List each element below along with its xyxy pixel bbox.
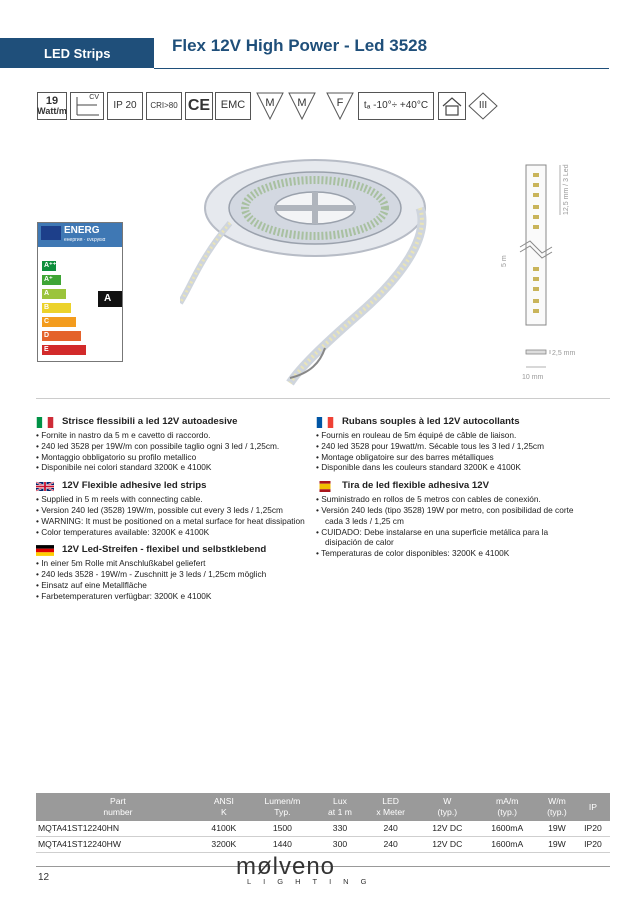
wattage-value: 19: [45, 94, 59, 107]
spain-flag-icon: [316, 481, 334, 492]
section-spanish-heading: [316, 480, 586, 492]
energy-class-bar: A⁺⁺: [44, 262, 57, 269]
led-strip-reel-image: [180, 128, 500, 388]
description-column-right: [316, 416, 586, 566]
energy-class-bar: E: [42, 345, 86, 355]
col-header-ip: IP: [576, 793, 610, 821]
list-item: • Temperaturas de color disponibles: 3200K e 4100K: [316, 548, 586, 559]
cell-lumen: 1500: [248, 821, 317, 837]
section-french-title: Rubans souples à led 12V autocollants: [342, 416, 520, 427]
energy-label: [37, 222, 123, 362]
f-letter: F: [336, 97, 344, 109]
product-table: [36, 793, 610, 853]
section-italian-title: Strisce flessibili a led 12V autoadesive: [62, 416, 238, 427]
list-item: • Disponible dans les couleurs standard 3200K e 4100K: [316, 462, 586, 473]
list-item: • Einsatz auf eine Metallfläche: [36, 580, 306, 591]
list-item: • Color temperatures available: 3200K e 4100K: [36, 527, 306, 538]
cell-lumen: 1440: [248, 837, 317, 853]
col-header-wm: W/m (typ.): [538, 793, 576, 821]
list-item: • 240 led 3528 per 19W/m con possibile taglio ogni 3 led / 1,25cm.: [36, 441, 306, 452]
list-item: • Montaggio obbligatorio su profilo metallico: [36, 452, 306, 463]
table-header-row: [36, 793, 610, 821]
list-item: • 240 leds 3528 - 19W/m - Zuschnitt je 3 leds / 1,25cm möglich: [36, 569, 306, 580]
mm-triangle-icon: [288, 92, 316, 120]
dimension-diagram: [500, 155, 610, 385]
list-item: • Disponibile nei colori standard 3200K e 4100K: [36, 462, 306, 473]
section-italian-list: [36, 430, 306, 473]
cell-led: 240: [363, 821, 418, 837]
thickness-label: 2,5 mm: [552, 350, 576, 357]
cell-part: MQTA41ST12240HN: [36, 821, 200, 837]
list-item: • 240 led 3528 pour 19watt/m. Sécable tous les 3 led / 1,25cm: [316, 441, 586, 452]
energy-class-bar: C: [42, 317, 76, 327]
cell-ma: 1600mA: [476, 821, 538, 837]
f-triangle-icon: [326, 92, 354, 120]
cell-lux: 300: [317, 837, 363, 853]
cell-w: 12V DC: [418, 837, 476, 853]
energy-subtitle: енергия · ενεργεια: [64, 237, 106, 243]
list-item: • Suministrado en rollos de 5 metros con cables de conexión.: [316, 494, 586, 505]
cell-w: 12V DC: [418, 821, 476, 837]
ce-mark-icon: CE: [185, 92, 213, 120]
category-tab: LED Strips: [0, 38, 154, 68]
col-header-led: LED x Meter: [363, 793, 418, 821]
table-row: [36, 837, 610, 853]
uk-flag-icon: [36, 481, 54, 492]
m-letter: M: [265, 97, 275, 109]
list-item: • Version 240 led (3528) 19W/m, possible cut every 3 leds / 1,25cm: [36, 505, 306, 516]
list-item: • WARNING: It must be positioned on a metal surface for heat dissipation: [36, 516, 306, 527]
list-item: • Fornite in nastro da 5 m e cavetto di raccordo.: [36, 430, 306, 441]
cell-led: 240: [363, 837, 418, 853]
list-item: • Versión 240 leds (tipo 3528) 19W por metro, con posibilidad de corte cada 3 leds / 1,25 cm: [316, 505, 586, 527]
list-item: • Supplied in 5 m reels with connecting cable.: [36, 494, 306, 505]
section-german-title: 12V Led-Streifen - flexibel und selbstklebend: [62, 544, 267, 556]
class-iii-icon: [468, 92, 498, 120]
cell-ansi: 4100K: [200, 821, 248, 837]
page-number: 12: [38, 872, 50, 883]
eu-flag-icon: [41, 226, 61, 240]
france-flag-icon: [316, 417, 334, 428]
list-item: • In einer 5m Rolle mit Anschlußkabel geliefert: [36, 558, 306, 569]
width-label: 10 mm: [522, 374, 544, 381]
emc-icon: EMC: [215, 92, 251, 120]
cell-ip: IP20: [576, 821, 610, 837]
italy-flag-icon: [36, 417, 54, 428]
wattage-unit: Watt/m: [37, 106, 67, 117]
temperature-range-icon: tₐ -10°÷ +40°C: [358, 92, 434, 120]
energy-class-rating: A: [98, 291, 122, 307]
section-english-list: [36, 494, 306, 537]
section-spanish-list: [316, 494, 586, 559]
col-header-ansi: ANSI K: [200, 793, 248, 821]
energy-label-header: [38, 223, 122, 247]
m-triangle-icon: [256, 92, 284, 120]
length-label: 5 m: [501, 255, 508, 267]
section-italian-heading: [36, 416, 306, 428]
section-english-heading: [36, 480, 306, 492]
col-header-part: Part number: [36, 793, 200, 821]
cell-ip: IP20: [576, 837, 610, 853]
col-header-w: W (typ.): [418, 793, 476, 821]
cell-lux: 330: [317, 821, 363, 837]
list-item: • Fournis en rouleau de 5m équipé de câble de liaison.: [316, 430, 586, 441]
indoor-use-icon: [438, 92, 466, 120]
germany-flag-icon: [36, 545, 54, 556]
energy-word: ENERG: [64, 225, 100, 236]
section-german-list: [36, 558, 306, 601]
cell-wm: 19W: [538, 821, 576, 837]
list-item: • CUIDADO: Debe instalarse en una superficie metálica para la disipación de calor: [316, 527, 586, 549]
cri-icon: CRI>80: [146, 92, 182, 120]
section-german-heading: [36, 544, 306, 556]
class-label: III: [478, 99, 488, 111]
cell-wm: 19W: [538, 837, 576, 853]
energy-class-bar: A⁺: [42, 275, 61, 285]
constant-voltage-icon: [70, 92, 104, 120]
cell-part: MQTA41ST12240HW: [36, 837, 200, 853]
cv-label: CV: [89, 94, 99, 101]
section-divider: [36, 398, 610, 399]
description-column-left: [36, 416, 306, 609]
title-divider: [154, 68, 609, 69]
section-spanish-title: Tira de led flexible adhesiva 12V: [342, 480, 489, 492]
cut-dimension-label: 12,5 mm / 3 Led: [563, 164, 570, 215]
page-title: Flex 12V High Power - Led 3528: [172, 36, 428, 55]
m-letter: M: [297, 97, 307, 109]
list-item: • Farbetemperaturen verfügbar: 3200K e 4100K: [36, 591, 306, 602]
col-header-lux: Lux at 1 m: [317, 793, 363, 821]
section-french-list: [316, 430, 586, 473]
section-french-heading: [316, 416, 586, 428]
section-english-title: 12V Flexible adhesive led strips: [62, 480, 207, 492]
cell-ansi: 3200K: [200, 837, 248, 853]
ip-rating-icon: IP 20: [107, 92, 143, 120]
energy-class-bar: A: [42, 289, 66, 299]
list-item: • Montage obligatoire sur des barres métalliques: [316, 452, 586, 463]
energy-class-bar: D: [42, 331, 81, 341]
brand-logo-subtitle: LIGHTING: [247, 877, 379, 886]
energy-class-bar: B: [42, 303, 71, 313]
col-header-lumen: Lumen/m Typ.: [248, 793, 317, 821]
wattage-icon: [37, 92, 67, 120]
table-row: [36, 821, 610, 837]
col-header-ma: mA/m (typ.): [476, 793, 538, 821]
cell-ma: 1600mA: [476, 837, 538, 853]
house-icon: [441, 96, 463, 116]
brand-logo: mølveno: [236, 853, 336, 880]
